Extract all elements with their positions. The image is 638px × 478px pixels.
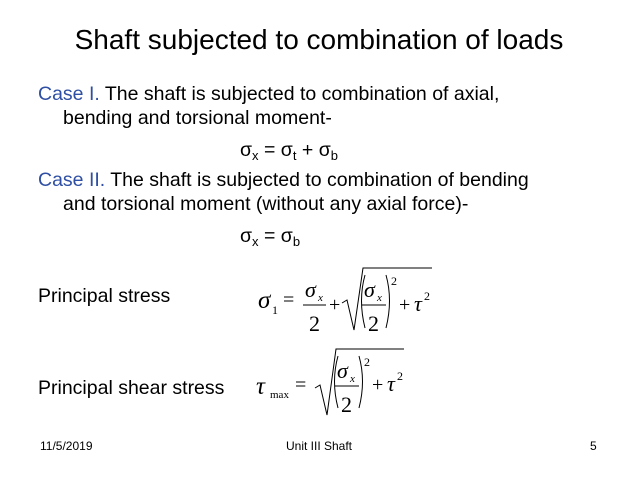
- principal-shear-equation: [256, 349, 404, 417]
- paren-right: [359, 356, 363, 408]
- formula-sigma: σ: [318, 139, 331, 161]
- case-1-label: Case I.: [38, 83, 100, 105]
- formula-sub: b: [330, 148, 338, 163]
- formula-sub: t: [292, 148, 297, 163]
- formula-sub: x: [252, 234, 259, 249]
- eq-power-2: 2: [364, 355, 370, 369]
- case-2-label: Case II.: [38, 169, 106, 191]
- principal-stress-equation: [258, 268, 432, 336]
- slide-title: Shaft subjected to combination of loads: [74, 24, 564, 55]
- eq-plus: +: [372, 374, 384, 396]
- eq-denominator: 2: [368, 311, 379, 336]
- eq-sub-x: x: [318, 292, 323, 304]
- eq-sub-x: x: [350, 373, 355, 385]
- eq-power-2: 2: [397, 369, 403, 383]
- principal-shear-label: Principal shear stress: [38, 377, 225, 399]
- case-2-line-2: and torsional moment (without any axial force)-: [63, 193, 469, 215]
- formula-sigma: σ: [240, 225, 253, 247]
- case-1-line-1: The shaft is subjected to combination of axial,: [99, 83, 500, 105]
- formula-equals: =: [258, 225, 281, 247]
- eq-equals: =: [283, 289, 295, 311]
- footer-page-number: 5: [590, 439, 597, 453]
- formula-sub: b: [292, 234, 301, 249]
- case-2-line-1: The shaft is subjected to combination of bending: [105, 169, 529, 191]
- principal-stress-label: Principal stress: [38, 285, 171, 307]
- eq-denominator: 2: [309, 311, 320, 336]
- footer-date: 11/5/2019: [40, 439, 93, 453]
- eq-tau: τ: [414, 291, 422, 316]
- eq-sub-1: 1: [272, 303, 278, 317]
- eq-power-2: 2: [391, 274, 397, 288]
- eq-sigma-x: σ: [364, 277, 375, 302]
- eq-plus: +: [329, 294, 341, 316]
- eq-sub-max: max: [270, 389, 289, 401]
- eq-sigma: σ: [258, 287, 271, 314]
- eq-denominator: 2: [341, 392, 352, 417]
- eq-plus: +: [399, 294, 411, 316]
- eq-sigma-x: σ: [305, 277, 316, 302]
- case-1-line-2: bending and torsional moment-: [63, 107, 332, 129]
- paren-right: [386, 275, 390, 328]
- eq-equals: =: [295, 374, 307, 396]
- formula-sub: x: [252, 148, 259, 163]
- eq-tau: τ: [256, 373, 265, 400]
- footer-center: Unit III Shaft: [285, 439, 353, 453]
- eq-power-2: 2: [424, 289, 430, 303]
- formula-sigma: σ: [280, 139, 293, 161]
- eq-sigma-x: σ: [337, 358, 348, 383]
- formula-equals: =: [258, 139, 281, 161]
- eq-tau: τ: [387, 371, 395, 396]
- eq-sub-x: x: [377, 292, 382, 304]
- formula-sigma: σ: [280, 225, 293, 247]
- formula-sigma: σ: [240, 139, 253, 161]
- formula-plus: +: [296, 139, 319, 161]
